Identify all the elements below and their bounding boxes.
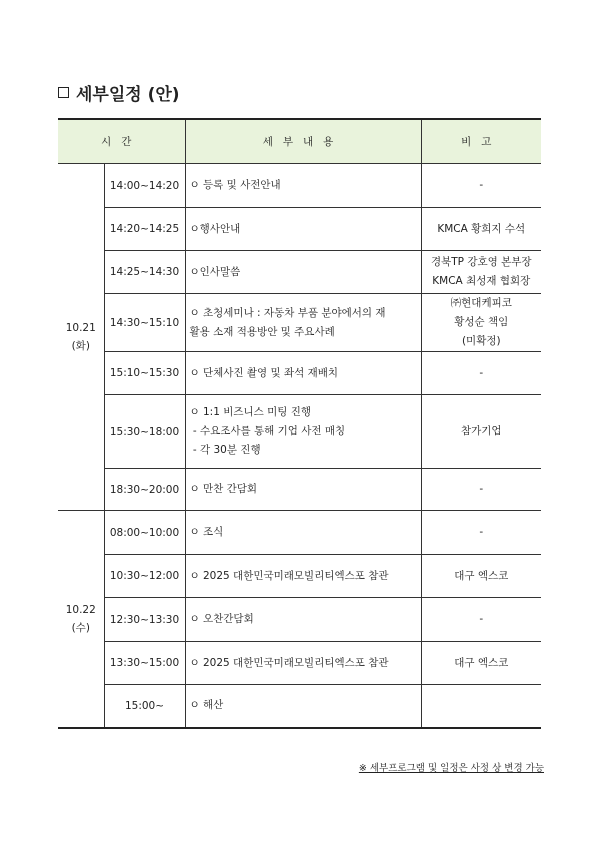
note-cell [421, 642, 541, 685]
content-cell [185, 395, 421, 469]
content-cell [185, 511, 421, 555]
table-row [58, 685, 541, 728]
date-cell [58, 511, 104, 728]
table-row [58, 511, 541, 555]
note-line: 황성순 책임 [454, 316, 509, 328]
date-cell [58, 164, 104, 511]
note-cell [421, 511, 541, 555]
time-cell: 15:10~15:30 [104, 352, 185, 395]
content-cell [185, 352, 421, 395]
content-cell [185, 469, 421, 511]
note-cell [421, 555, 541, 598]
content-line: ㅇ 2025 대한민국미래모빌리티엑스포 참관 [189, 569, 389, 582]
date-text: 10.22 [65, 603, 96, 616]
table-header-row [58, 119, 541, 164]
content-cell [185, 208, 421, 251]
content-line: ㅇ 만찬 간담회 [189, 483, 258, 495]
content-line: - 수요조사를 통해 기업 사전 매칭 [189, 425, 346, 437]
table-row [58, 469, 541, 511]
table-row [58, 208, 541, 251]
content-line: ㅇ행사안내 [189, 222, 241, 235]
page-title [58, 80, 180, 105]
content-line: ㅇ 등록 및 사전안내 [189, 179, 281, 191]
time-cell: 14:25~14:30 [104, 251, 185, 294]
content-cell [185, 294, 421, 352]
table-row [58, 395, 541, 469]
weekday-text: (화) [71, 340, 90, 352]
note-line: (미확정) [461, 335, 501, 347]
note-line: - [479, 483, 484, 495]
note-line: 참가기업 [460, 425, 502, 437]
content-line: ㅇ 초청세미나 : 자동차 부품 분야에서의 재 [189, 306, 386, 319]
note-line: - [479, 179, 484, 191]
weekday-text: (수) [71, 621, 90, 634]
header-content: 세부내용 [185, 119, 421, 164]
content-cell [185, 642, 421, 685]
time-cell: 15:30~18:00 [104, 395, 185, 469]
table-row [58, 294, 541, 352]
note-cell [421, 164, 541, 208]
content-cell [185, 164, 421, 208]
note-cell [421, 251, 541, 294]
content-line: ㅇ 오찬간담회 [189, 613, 254, 625]
note-line: - [479, 613, 484, 625]
schedule-table [58, 118, 541, 729]
footnote: ※ 세부프로그램 및 일정은 사정 상 변경 가능 [358, 763, 544, 774]
table-row [58, 598, 541, 642]
note-cell [421, 352, 541, 395]
content-cell [185, 598, 421, 642]
note-line: - [479, 366, 484, 379]
content-line: ㅇ인사말씀 [189, 265, 241, 278]
schedule-body [58, 164, 541, 728]
note-cell [421, 469, 541, 511]
content-cell [185, 685, 421, 728]
note-line: 대구 엑스코 [454, 569, 509, 582]
header-time: 시간 [58, 119, 185, 164]
note-line: 대구 엑스코 [454, 656, 509, 669]
time-cell: 08:00~10:00 [104, 511, 185, 555]
table-row [58, 642, 541, 685]
content-line: ㅇ 2025 대한민국미래모빌리티엑스포 참관 [189, 656, 389, 669]
content-line: 활용 소재 적용방안 및 주요사례 [189, 325, 335, 338]
note-cell [421, 395, 541, 469]
note-line: ㈜현대케피코 [450, 297, 512, 309]
time-cell: 12:30~13:30 [104, 598, 185, 642]
content-line: ㅇ 해산 [189, 699, 224, 712]
table-row [58, 555, 541, 598]
checkbox-square-icon [58, 87, 69, 98]
date-text: 10.21 [65, 322, 96, 334]
note-line: KMCA 최성재 협회장 [432, 275, 531, 287]
table-row [58, 352, 541, 395]
content-line: ㅇ 단체사진 촬영 및 좌석 재배치 [189, 366, 339, 379]
table-row [58, 164, 541, 208]
time-cell: 10:30~12:00 [104, 555, 185, 598]
time-cell: 14:00~14:20 [104, 164, 185, 208]
content-line: ㅇ 조식 [189, 526, 224, 538]
time-cell: 18:30~20:00 [104, 469, 185, 511]
note-line: KMCA 황희지 수석 [437, 222, 526, 235]
table-row [58, 251, 541, 294]
content-cell [185, 251, 421, 294]
note-cell [421, 685, 541, 728]
content-cell [185, 555, 421, 598]
page-title-text: 세부일정 (안) [76, 85, 180, 105]
note-cell [421, 208, 541, 251]
time-cell: 14:30~15:10 [104, 294, 185, 352]
note-line: 경북TP 강호영 본부장 [430, 256, 532, 268]
time-cell: 14:20~14:25 [104, 208, 185, 251]
time-cell: 13:30~15:00 [104, 642, 185, 685]
content-line: ㅇ 1:1 비즈니스 미팅 진행 [189, 406, 312, 418]
content-line: - 각 30분 진행 [189, 444, 261, 456]
header-note: 비고 [421, 119, 541, 164]
note-line: - [479, 526, 484, 538]
time-cell: 15:00~ [104, 685, 185, 728]
note-cell [421, 294, 541, 352]
note-cell [421, 598, 541, 642]
